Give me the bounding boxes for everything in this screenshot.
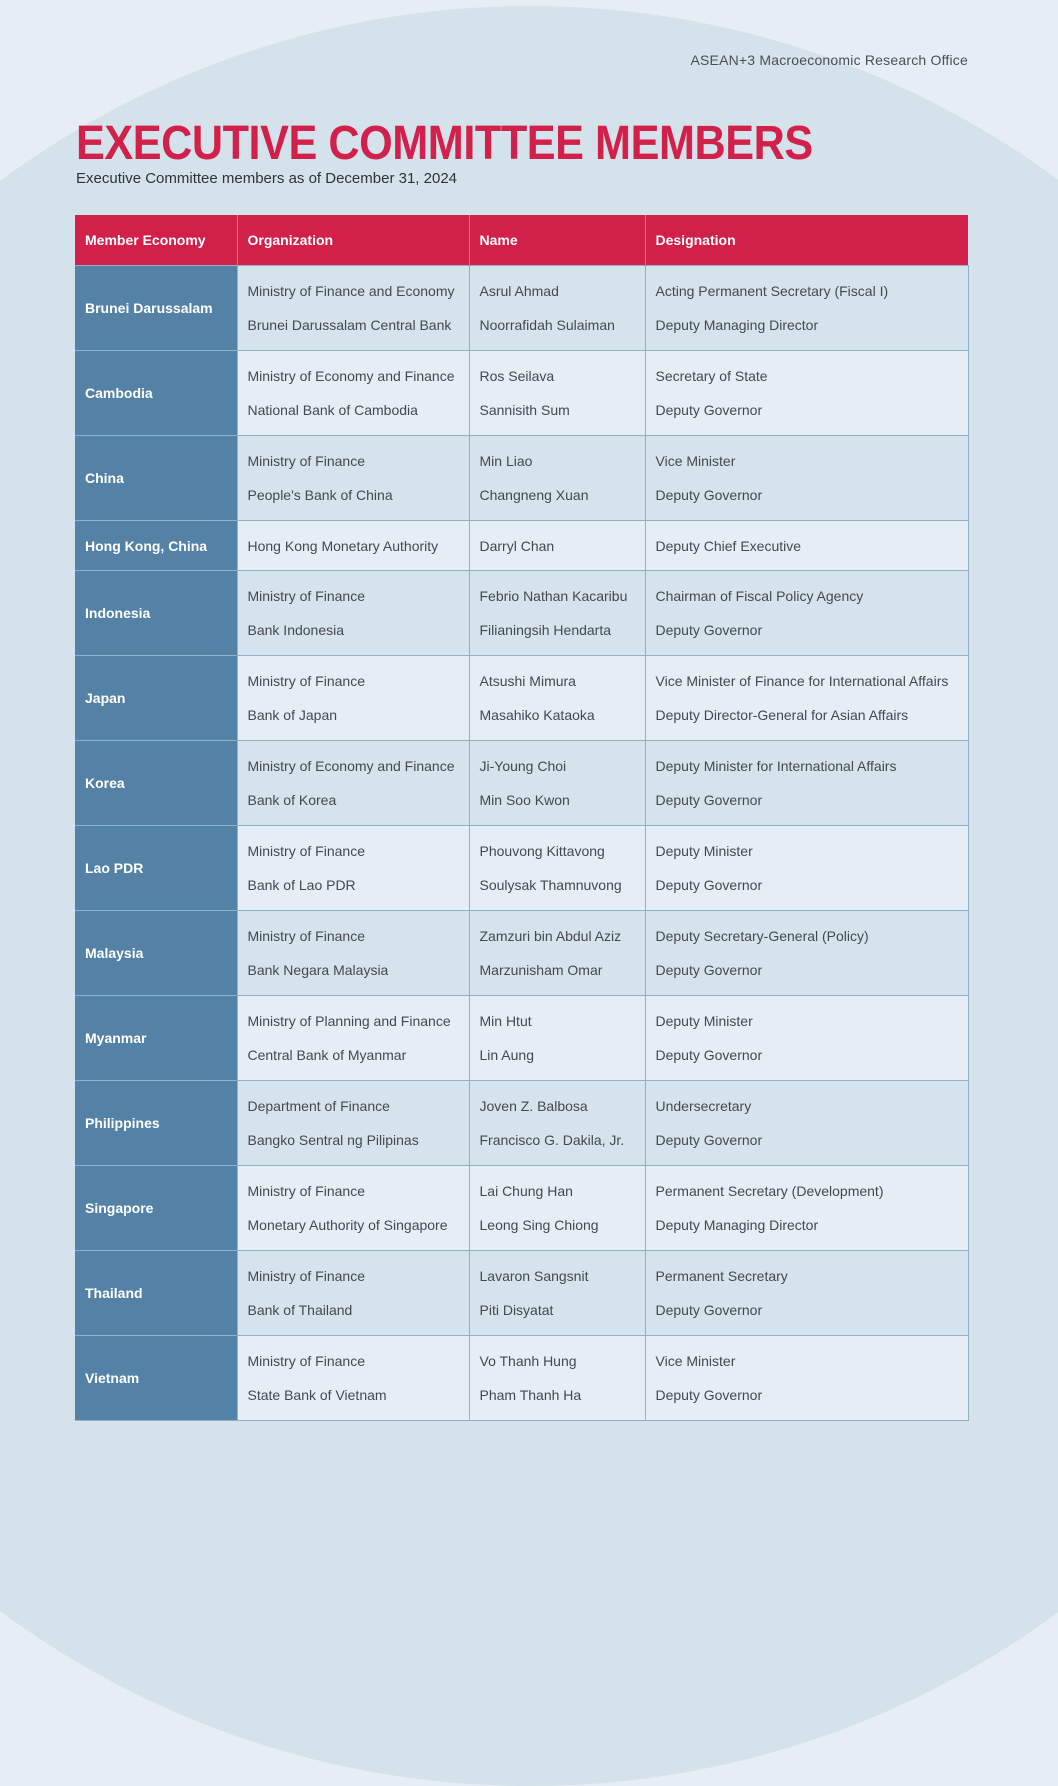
name-text: Vo Thanh Hung [479,1353,577,1369]
designation-text: Permanent Secretary [655,1268,788,1284]
member-economy-cell: Japan [75,656,237,741]
designation-text: Vice Minister [655,453,736,469]
organization-text: Bank of Lao PDR [247,877,356,893]
table-row [75,1081,968,1166]
designation-text: Deputy Managing Director [655,317,819,333]
name-text: Phouvong Kittavong [479,843,605,859]
designation-text: Deputy Governor [655,792,763,808]
name-text: Joven Z. Balbosa [479,1098,588,1114]
table-row [75,436,968,521]
organization-cell [237,1251,469,1336]
member-economy-cell: Brunei Darussalam [75,266,237,351]
member-economy-cell: Indonesia [75,571,237,656]
designation-cell [645,1336,968,1421]
organization-cell [237,436,469,521]
designation-text: Deputy Secretary-General (Policy) [655,928,869,944]
member-economy-cell: Singapore [75,1166,237,1251]
column-header-member-economy: Member Economy [75,215,237,266]
designation-text: Deputy Governor [655,1132,763,1148]
organization-cell [237,911,469,996]
designation-cell [645,521,968,571]
table-row [75,521,968,571]
name-text: Ji-Young Choi [479,758,567,774]
designation-text: Deputy Chief Executive [655,537,802,554]
organization-text: Ministry of Finance [247,843,365,859]
designation-text: Deputy Governor [655,1302,763,1318]
table-row [75,1336,968,1421]
name-cell [469,436,645,521]
designation-cell [645,826,968,911]
organization-text: State Bank of Vietnam [247,1387,387,1403]
name-text: Soulysak Thamnuvong [479,877,622,893]
name-cell [469,1336,645,1421]
member-economy-cell: Hong Kong, China [75,521,237,571]
organization-text: Hong Kong Monetary Authority [247,537,439,554]
designation-cell [645,266,968,351]
organization-text: Ministry of Planning and Finance [247,1013,451,1029]
designation-text: Deputy Governor [655,622,763,638]
name-text: Leong Sing Chiong [479,1217,599,1233]
organization-text: People's Bank of China [247,487,393,503]
organization-text: Ministry of Finance and Economy [247,283,455,299]
header-organization: ASEAN+3 Macroeconomic Research Office [690,52,968,68]
organization-text: Monetary Authority of Singapore [247,1217,448,1233]
table-body [75,266,968,1421]
name-text: Piti Disyatat [479,1302,554,1318]
organization-cell [237,741,469,826]
designation-text: Deputy Managing Director [655,1217,819,1233]
column-header-organization: Organization [237,215,469,266]
designation-text: Vice Minister [655,1353,736,1369]
table-row [75,266,968,351]
organization-text: Ministry of Finance [247,588,365,604]
member-economy-cell: Korea [75,741,237,826]
name-text: Marzunisham Omar [479,962,603,978]
name-cell [469,571,645,656]
organization-cell [237,571,469,656]
organization-text: Ministry of Finance [247,453,365,469]
designation-text: Secretary of State [655,368,768,384]
name-text: Filianingsih Hendarta [479,622,612,638]
table-row [75,1251,968,1336]
column-header-designation: Designation [645,215,968,266]
name-text: Ros Seilava [479,368,555,384]
member-economy-cell: Lao PDR [75,826,237,911]
designation-cell [645,656,968,741]
name-text: Changneng Xuan [479,487,589,503]
name-text: Francisco G. Dakila, Jr. [479,1132,625,1148]
table-header-row [75,215,968,266]
table-row [75,741,968,826]
designation-text: Permanent Secretary (Development) [655,1183,884,1199]
organization-text: Brunei Darussalam Central Bank [247,317,452,333]
table-row [75,1166,968,1251]
organization-cell [237,656,469,741]
table-row [75,571,968,656]
name-text: Sannisith Sum [479,402,570,418]
name-text: Masahiko Kataoka [479,707,595,723]
table-row [75,911,968,996]
designation-cell [645,996,968,1081]
organization-text: Bank Indonesia [247,622,345,638]
name-cell [469,1166,645,1251]
name-text: Min Soo Kwon [479,792,570,808]
designation-text: Deputy Minister for International Affairs [655,758,897,774]
organization-cell [237,826,469,911]
designation-text: Deputy Director-General for Asian Affairs [655,707,909,723]
organization-text: Ministry of Finance [247,1183,365,1199]
organization-cell [237,1166,469,1251]
name-text: Atsushi Mimura [479,673,576,689]
organization-cell [237,266,469,351]
member-economy-cell: Thailand [75,1251,237,1336]
designation-cell [645,571,968,656]
designation-text: Deputy Governor [655,1047,763,1063]
organization-text: Bank Negara Malaysia [247,962,389,978]
table-row [75,351,968,436]
name-cell [469,266,645,351]
name-text: Min Liao [479,453,533,469]
name-text: Noorrafidah Sulaiman [479,317,615,333]
organization-text: Ministry of Finance [247,673,365,689]
name-text: Lai Chung Han [479,1183,573,1199]
organization-text: Ministry of Finance [247,1268,365,1284]
designation-text: Chairman of Fiscal Policy Agency [655,588,864,604]
column-header-name: Name [469,215,645,266]
name-text: Min Htut [479,1013,532,1029]
name-cell [469,351,645,436]
table-row [75,656,968,741]
organization-cell [237,521,469,571]
designation-text: Deputy Governor [655,962,763,978]
name-cell [469,911,645,996]
member-economy-cell: Cambodia [75,351,237,436]
designation-text: Deputy Governor [655,877,763,893]
designation-text: Deputy Governor [655,1387,763,1403]
organization-cell [237,1081,469,1166]
name-cell [469,521,645,571]
designation-text: Deputy Minister [655,1013,753,1029]
designation-cell [645,741,968,826]
name-text: Asrul Ahmad [479,283,559,299]
designation-text: Undersecretary [655,1098,752,1114]
designation-cell [645,436,968,521]
organization-text: Bank of Thailand [247,1302,353,1318]
member-economy-cell: China [75,436,237,521]
designation-cell [645,1081,968,1166]
name-text: Pham Thanh Ha [479,1387,582,1403]
table-row [75,996,968,1081]
organization-text: Bank of Japan [247,707,338,723]
name-cell [469,1251,645,1336]
name-cell [469,741,645,826]
organization-text: Central Bank of Myanmar [247,1047,407,1063]
designation-text: Acting Permanent Secretary (Fiscal I) [655,283,889,299]
member-economy-cell: Vietnam [75,1336,237,1421]
table-row [75,826,968,911]
designation-cell [645,1166,968,1251]
name-cell [469,826,645,911]
name-text: Darryl Chan [479,537,555,554]
page-subtitle: Executive Committee members as of December 31, 2024 [76,170,457,187]
designation-cell [645,351,968,436]
name-text: Zamzuri bin Abdul Aziz [479,928,622,944]
organization-text: Ministry of Economy and Finance [247,368,455,384]
organization-text: National Bank of Cambodia [247,402,418,418]
name-cell [469,996,645,1081]
executive-committee-table [75,215,969,1421]
page-title: EXECUTIVE COMMITTEE MEMBERS [76,117,813,170]
organization-text: Bank of Korea [247,792,337,808]
organization-cell [237,996,469,1081]
designation-cell [645,1251,968,1336]
organization-text: Ministry of Finance [247,1353,365,1369]
name-text: Febrio Nathan Kacaribu [479,588,628,604]
name-cell [469,1081,645,1166]
member-economy-cell: Malaysia [75,911,237,996]
organization-text: Department of Finance [247,1098,390,1114]
designation-text: Deputy Minister [655,843,753,859]
name-text: Lavaron Sangsnit [479,1268,589,1284]
organization-text: Ministry of Finance [247,928,365,944]
organization-text: Bangko Sentral ng Pilipinas [247,1132,419,1148]
organization-cell [237,351,469,436]
designation-text: Vice Minister of Finance for International Affairs [655,673,949,689]
organization-cell [237,1336,469,1421]
member-economy-cell: Myanmar [75,996,237,1081]
designation-text: Deputy Governor [655,402,763,418]
organization-text: Ministry of Economy and Finance [247,758,455,774]
designation-cell [645,911,968,996]
member-economy-cell: Philippines [75,1081,237,1166]
designation-text: Deputy Governor [655,487,763,503]
name-cell [469,656,645,741]
name-text: Lin Aung [479,1047,534,1063]
